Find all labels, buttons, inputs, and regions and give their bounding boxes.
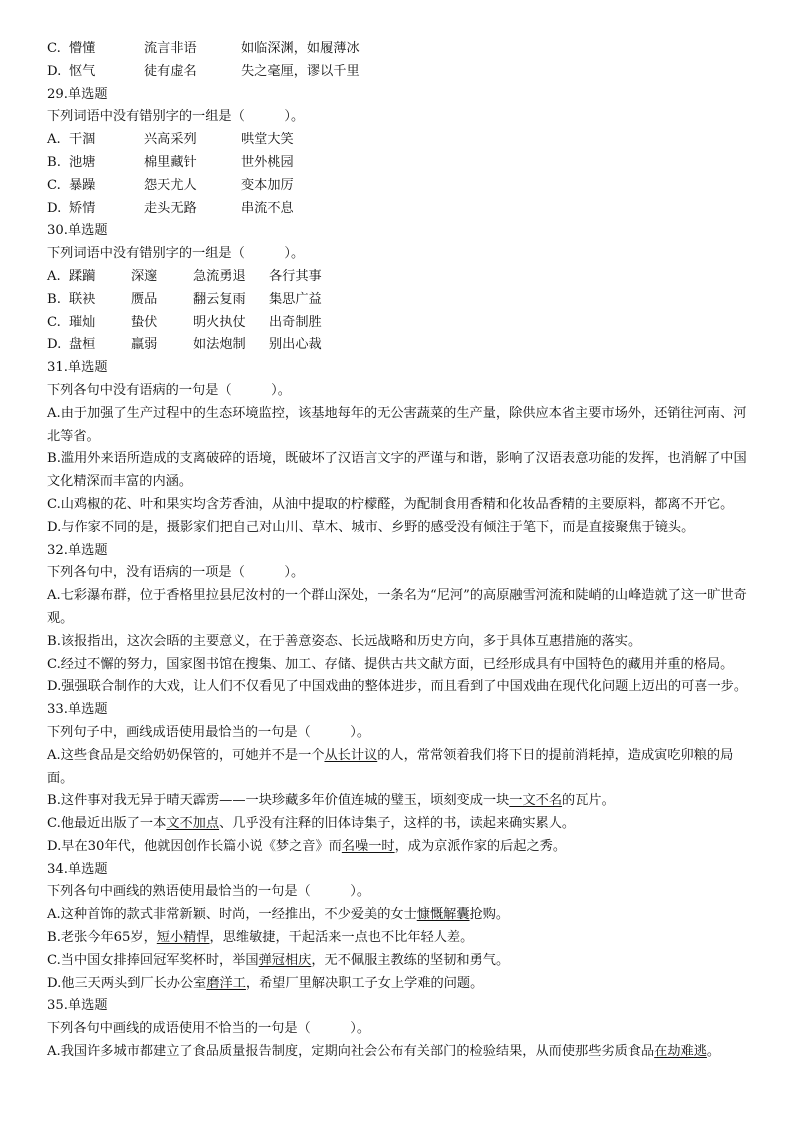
option-word: 矫情 <box>69 200 96 216</box>
option-word: 干涸 <box>69 132 96 148</box>
option-text <box>47 790 757 813</box>
underlined-idiom: 从长计议 <box>324 747 378 763</box>
question-header: 29.单选题 <box>47 86 108 102</box>
option-word: 懵懂 <box>69 41 96 56</box>
question-stem: 下列句子中，画线成语使用最恰当的一句是（ ）。 <box>47 724 371 740</box>
option-word: 赝品 <box>131 291 158 307</box>
option-letter: B. <box>47 291 61 307</box>
question-header: 32.单选题 <box>47 542 108 558</box>
option-word: 池塘 <box>69 154 96 170</box>
underlined-idiom: 文不加点 <box>166 816 220 832</box>
question-header: 34.单选题 <box>47 861 108 877</box>
option-letter: C. <box>47 177 61 193</box>
option-word: 急流勇退 <box>193 268 246 284</box>
option-word: 集思广益 <box>269 291 322 307</box>
option-row <box>47 198 757 221</box>
option-text: D.强强联合制作的大戏，让人们不仅看见了中国戏曲的整体进步，而且看到了中国戏曲在现代化问题上迈出的可喜一步。 <box>47 679 748 695</box>
option-text-after: ，成为京派作家的后起之秀。 <box>394 838 567 854</box>
option-text-before: D.早在30年代，他就因创作长篇小说《梦之音》而 <box>47 838 342 854</box>
question-stem: 下列各句中画线的熟语使用最恰当的一句是（ ）。 <box>47 884 371 900</box>
question-stem: 下列词语中没有错别字的一组是（ ）。 <box>47 109 305 125</box>
option-word: 蛰伏 <box>131 314 158 330</box>
option-word: 世外桃园 <box>241 154 294 170</box>
option-word: 各行其事 <box>269 268 322 284</box>
question-header: 31.单选题 <box>47 360 108 376</box>
option-word: 变本加厉 <box>241 177 294 193</box>
option-text-before: C.当中国女排捧回冠军奖杯时，举国 <box>47 952 259 968</box>
option-text <box>47 973 757 996</box>
option-text <box>47 836 757 859</box>
option-word: 怄气 <box>69 63 96 79</box>
option-word: 盘桓 <box>69 337 96 353</box>
option-word: 出奇制胜 <box>269 314 322 330</box>
option-word: 流言非语 <box>144 41 197 56</box>
option-row <box>47 312 757 335</box>
option-word: 棉里藏针 <box>144 154 197 170</box>
option-word: 走头无路 <box>144 200 197 216</box>
document-page <box>47 38 757 1064</box>
option-word: 徒有虚名 <box>144 63 197 79</box>
option-row <box>47 152 757 175</box>
option-text <box>47 927 757 950</box>
option-text-after: 抢购。 <box>469 907 510 923</box>
option-text-before: C.他最近出版了一本 <box>47 816 167 832</box>
question-header: 30.单选题 <box>47 223 108 239</box>
option-row <box>47 129 757 152</box>
option-letter: D. <box>47 63 62 79</box>
option-text <box>47 904 757 927</box>
option-word: 如临深渊，如履薄冰 <box>241 41 360 56</box>
underlined-idiom: 一文不名 <box>509 793 563 809</box>
option-word: 联袂 <box>69 291 96 307</box>
underlined-idiom: 短小精悍 <box>156 930 210 946</box>
option-word: 蹂躏 <box>69 268 96 284</box>
option-text: B.该报指出，这次会晤的主要意义，在于善意姿态、长远战略和历史方向，多于具体互惠措施的落实。 <box>47 633 642 649</box>
option-word: 失之毫厘，谬以千里 <box>241 63 360 79</box>
option-text-after: ，希望厂里解决职工子女上学难的问题。 <box>245 975 484 991</box>
question-stem: 下列各句中，没有语病的一项是（ ）。 <box>47 565 305 581</box>
option-row <box>47 289 757 312</box>
question-header: 33.单选题 <box>47 702 108 718</box>
question-header: 35.单选题 <box>47 998 108 1014</box>
option-word: 璀灿 <box>69 314 96 330</box>
option-word: 如法炮制 <box>193 337 246 353</box>
option-text <box>47 813 757 836</box>
underlined-idiom: 弹冠相庆 <box>258 952 312 968</box>
option-row <box>47 38 757 61</box>
option-word: 哄堂大笑 <box>241 132 294 148</box>
option-word: 暴躁 <box>69 177 96 193</box>
option-text-after: ，无不佩服主教练的坚韧和勇气。 <box>311 952 510 968</box>
option-letter: B. <box>47 154 61 170</box>
underlined-idiom: 在劫难逃 <box>654 1044 707 1060</box>
option-text-after: ，思维敏捷，干起活来一点也不比年轻人差。 <box>209 930 474 946</box>
option-letter: C. <box>47 41 61 56</box>
option-text-before: A.这些食品是交给奶奶保管的，可她并不是一个 <box>47 747 325 763</box>
option-letter: D. <box>47 200 62 216</box>
option-text-before: A.我国许多城市都建立了食品质量报告制度，定期向社会公布有关部门的检验结果，从而使那些劣质食品 <box>47 1044 655 1060</box>
option-letter: A. <box>47 268 61 284</box>
option-text-after: 、几乎没有注释的旧体诗集子，这样的书，读起来确实累人。 <box>219 816 576 832</box>
underlined-idiom: 慷慨解囊 <box>416 907 470 923</box>
option-letter: D. <box>47 337 62 353</box>
option-word: 翻云复雨 <box>193 291 246 307</box>
option-text-after: 的瓦片。 <box>562 793 615 809</box>
option-text-before: B.老张今年65岁， <box>47 930 157 946</box>
option-row <box>47 61 757 84</box>
option-row <box>47 175 757 198</box>
option-letter: A. <box>47 132 61 148</box>
question-stem: 下列词语中没有错别字的一组是（ ）。 <box>47 246 305 262</box>
option-text: B.滥用外来语所造成的支离破碎的语境，既破坏了汉语言文字的严谨与和谐，影响了汉语表意功能的发挥，也消解了中国文化精深而丰富的内涵。 <box>47 451 747 490</box>
option-word: 串流不息 <box>241 200 294 216</box>
question-stem: 下列各句中画线的成语使用不恰当的一句是（ ）。 <box>47 1021 371 1037</box>
option-text-after: 的人，常常领着我们将下日的提前消耗掉，造成寅吃卯粮的局面。 <box>47 747 734 786</box>
option-text-after: 。 <box>706 1044 721 1060</box>
option-text <box>47 1041 757 1064</box>
option-text <box>47 745 757 791</box>
option-word: 深邃 <box>131 268 158 284</box>
underlined-idiom: 磨洋工 <box>206 975 246 991</box>
option-text: C.经过不懈的努力，国家图书馆在搜集、加工、存储、提供古共文献方面，已经形成具有中国特色的藏用并重的格局。 <box>47 656 734 672</box>
option-text: A.由于加强了生产过程中的生态环境监控，该基地每年的无公害蔬菜的生产量，除供应本省主要市场外，还销往河南、河北等省。 <box>47 405 747 444</box>
option-word: 羸弱 <box>131 337 158 353</box>
option-letter: C. <box>47 314 61 330</box>
option-word: 怨天尤人 <box>144 177 197 193</box>
option-text-before: D.他三天两头到厂长办公室 <box>47 975 207 991</box>
option-row <box>47 334 757 357</box>
option-row <box>47 266 757 289</box>
option-text: A.七彩瀑布群，位于香格里拉县尼汝村的一个群山深处，一条名为“尼河”的高原融雪河流和陡峭的山峰造就了这一旷世奇观。 <box>47 588 747 626</box>
option-text-before: A.这种首饰的款式非常新颖、时尚，一经推出，不少爱美的女士 <box>47 907 417 923</box>
question-stem: 下列各句中没有语病的一句是（ ）。 <box>47 382 291 398</box>
option-word: 明火执仗 <box>193 314 246 330</box>
option-word: 别出心裁 <box>269 337 322 353</box>
option-text: D.与作家不同的是，摄影家们把自己对山川、草木、城市、乡野的感受没有倾注于笔下，而是直接聚焦于镜头。 <box>47 519 695 535</box>
option-text: C.山鸡椒的花、叶和果实均含芳香油，从油中提取的柠檬醛，为配制食用香精和化妆品香精的主要原料，都离不开它。 <box>47 496 734 512</box>
option-text <box>47 950 757 973</box>
underlined-idiom: 名噪一时 <box>341 838 395 854</box>
option-text-before: B.这件事对我无异于晴天霹雳——一块珍藏多年价值连城的璧玉，顷刻变成一块 <box>47 793 510 809</box>
option-word: 兴高采列 <box>144 132 197 148</box>
